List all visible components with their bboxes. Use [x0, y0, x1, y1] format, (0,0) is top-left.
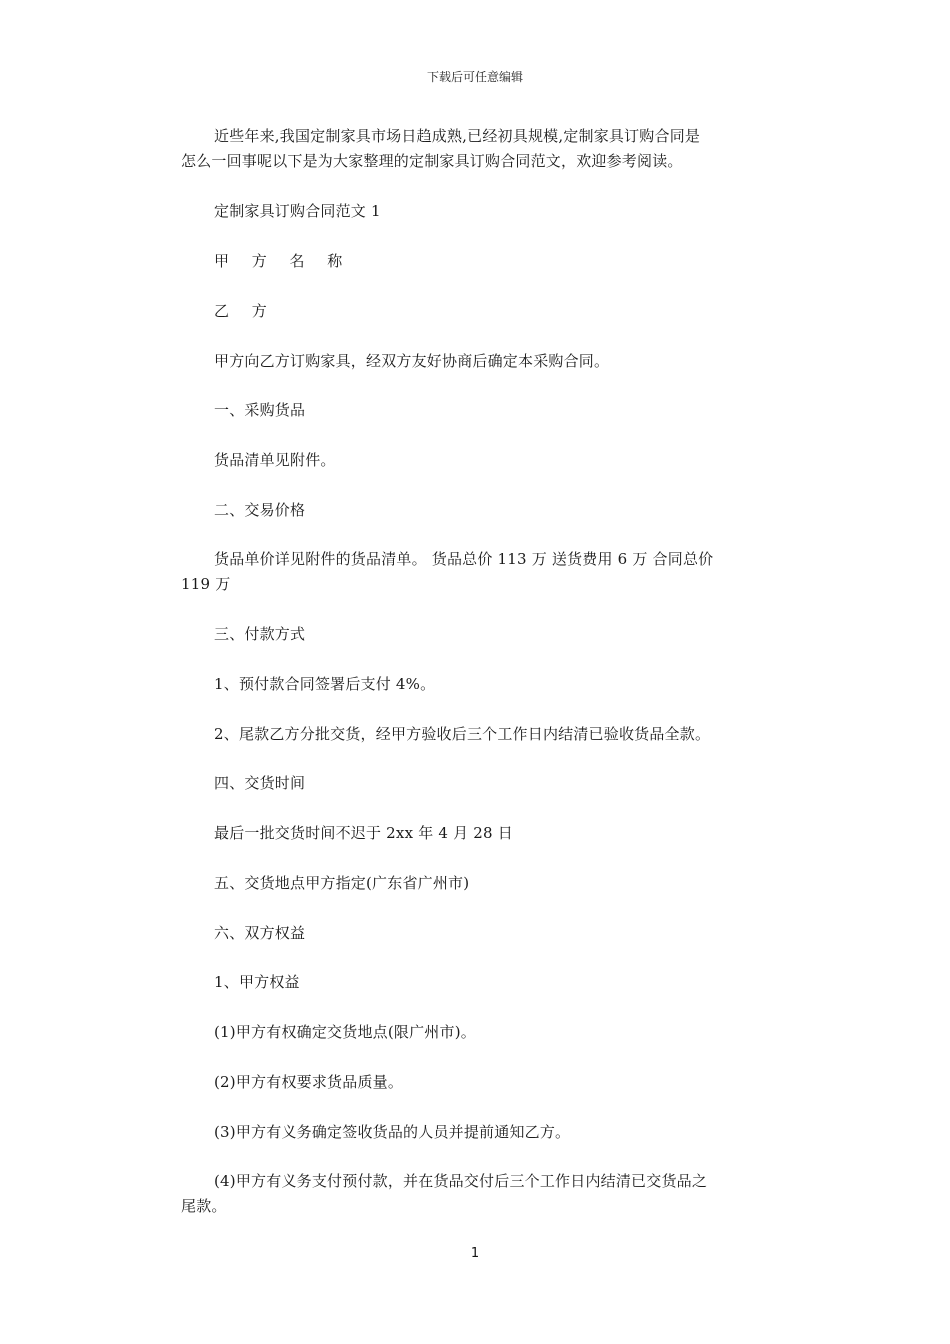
preamble-paragraph: 甲方向乙方订购家具，经双方友好协商后确定本采购合同。 [214, 352, 610, 370]
section-2-line-2: 119 万 [181, 575, 231, 593]
section-6-item-4-line-1: (4)甲方有义务支付预付款，并在货品交付后三个工作日内结清已交货品之 [214, 1172, 708, 1190]
contract-title: 定制家具订购合同范文 1 [214, 202, 381, 220]
page-number: 1 [470, 1246, 480, 1261]
section-3-item-1: 1、预付款合同签署后支付 4%。 [214, 675, 436, 693]
party-a-label: 甲 方 名 称 [214, 252, 352, 270]
party-b-label: 乙 方 [214, 302, 276, 320]
section-6-item-1: (1)甲方有权确定交货地点(限广州市)。 [214, 1023, 476, 1041]
intro-line-2: 怎么一回事呢以下是为大家整理的定制家具订购合同范文，欢迎参考阅读。 [181, 152, 683, 170]
section-2-body [181, 547, 771, 597]
section-1-body: 货品清单见附件。 [214, 451, 336, 469]
section-2-line-1: 货品单价详见附件的货品清单。 货品总价 113 万 送货费用 6 万 合同总价 [214, 550, 714, 568]
section-3-heading: 三、付款方式 [214, 625, 306, 643]
section-4-body: 最后一批交货时间不迟于 2xx 年 4 月 28 日 [214, 824, 513, 842]
section-3-item-2: 2、尾款乙方分批交货，经甲方验收后三个工作日内结清已验收货品全款。 [214, 725, 711, 743]
section-1-heading: 一、采购货品 [214, 401, 306, 419]
page-header: 下载后可任意编辑 [426, 70, 523, 84]
section-4-heading: 四、交货时间 [214, 774, 306, 792]
section-6-item-3: (3)甲方有义务确定签收货品的人员并提前通知乙方。 [214, 1123, 571, 1141]
intro-paragraph [181, 124, 771, 174]
intro-line-1: 近些年来,我国定制家具市场日趋成熟,已经初具规模,定制家具订购合同是 [214, 127, 701, 145]
section-6-item-4 [181, 1169, 771, 1219]
section-6-item-2: (2)甲方有权要求货品质量。 [214, 1073, 404, 1091]
section-6-item-4-line-2: 尾款。 [181, 1197, 227, 1215]
section-6-heading: 六、双方权益 [214, 924, 306, 942]
section-2-heading: 二、交易价格 [214, 501, 306, 519]
section-6-subheading-1: 1、甲方权益 [214, 973, 300, 991]
section-5-heading: 五、交货地点甲方指定(广东省广州市) [214, 874, 470, 892]
